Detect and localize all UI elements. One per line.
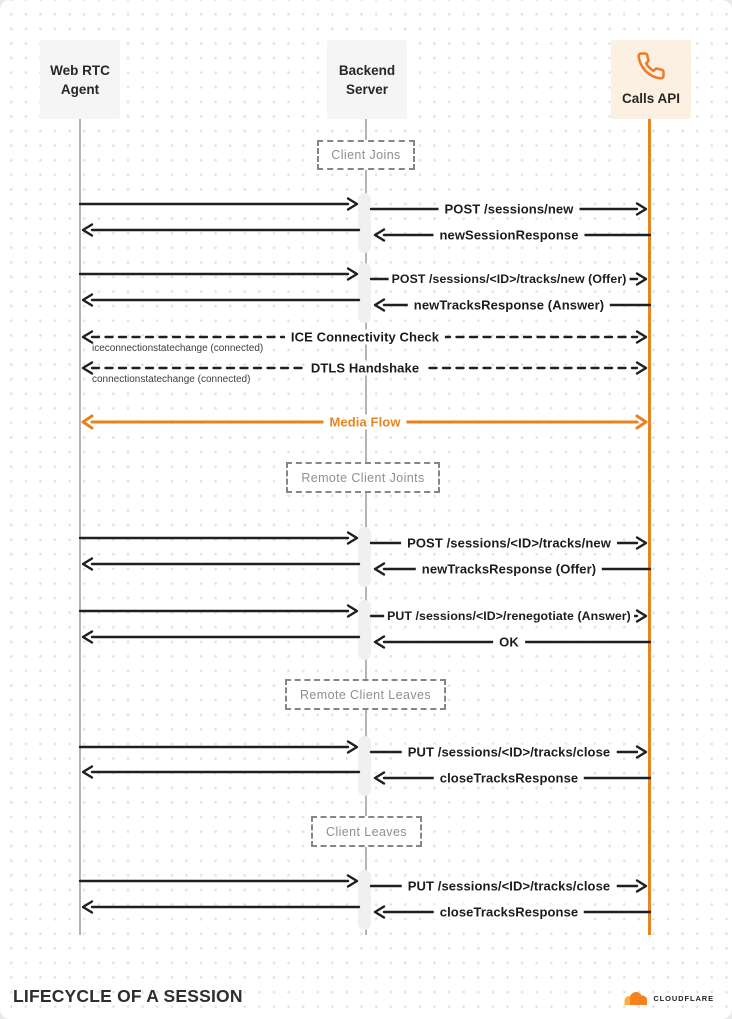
actor-label-line1: Web RTC <box>50 62 110 78</box>
arrowhead-left <box>375 907 384 918</box>
arrowhead-right <box>637 332 646 343</box>
actor-label-line2: Agent <box>60 81 100 97</box>
connection-state-note: connectionstatechange (connected) <box>92 374 251 385</box>
arrowhead-right <box>348 742 357 753</box>
ice-state-note: iceconnectionstatechange (connected) <box>92 343 264 354</box>
arrowhead-right <box>637 416 646 428</box>
arrowhead-right <box>637 204 646 215</box>
message-label-put-renegotiate-answer: PUT /sessions/<ID>/renegotiate (Answer) <box>384 609 634 623</box>
arrowhead-right <box>637 881 646 892</box>
message-label-post-sessions-new: POST /sessions/new <box>439 202 580 217</box>
phase-box-remote-client-joins <box>286 462 440 493</box>
message-label-new-tracks-response-answer: newTracksResponse (Answer) <box>408 298 610 313</box>
message-label-close-tracks-response-2: closeTracksResponse <box>434 905 584 920</box>
arrowhead-left <box>83 416 92 428</box>
arrowhead-left <box>375 230 384 241</box>
actor-calls-api <box>611 40 691 119</box>
arrowhead-right <box>637 274 646 285</box>
arrowhead-right <box>637 747 646 758</box>
arrowhead-right <box>637 611 646 622</box>
arrowhead-left <box>83 632 92 643</box>
lifeline-webrtc-agent <box>79 119 81 935</box>
phone-icon <box>636 51 666 81</box>
arrowhead-right <box>348 876 357 887</box>
activation-bar <box>358 263 371 323</box>
arrowhead-left <box>83 559 92 570</box>
arrowhead-right <box>348 269 357 280</box>
message-label-new-tracks-response-offer: newTracksResponse (Offer) <box>416 562 602 577</box>
message-label-post-tracks-new: POST /sessions/<ID>/tracks/new <box>401 536 617 551</box>
message-label-post-tracks-new-offer: POST /sessions/<ID>/tracks/new (Offer) <box>389 272 630 286</box>
phase-box-client-joins <box>317 140 415 170</box>
cloudflare-logo <box>622 990 714 1006</box>
arrowhead-right <box>348 606 357 617</box>
arrowhead-left <box>375 564 384 575</box>
phase-label: Client Joins <box>331 148 401 162</box>
phase-label: Client Leaves <box>326 824 407 839</box>
message-label-dtls-handshake: DTLS Handshake <box>305 361 425 376</box>
message-label-close-tracks-response: closeTracksResponse <box>434 771 584 786</box>
arrowhead-left <box>83 295 92 306</box>
message-label-new-session-response: newSessionResponse <box>433 228 584 243</box>
arrowhead-left <box>83 332 92 343</box>
message-label-ice-connectivity-check: ICE Connectivity Check <box>285 330 445 345</box>
activation-bar <box>358 527 371 587</box>
phase-box-client-leaves <box>311 816 422 847</box>
arrowhead-left <box>83 363 92 374</box>
diagram-title: LIFECYCLE OF A SESSION <box>13 986 243 1006</box>
actor-webrtc-agent <box>40 40 120 119</box>
actor-label-line2: Server <box>345 81 389 97</box>
actor-label-line1: Backend <box>338 62 396 78</box>
arrowhead-right <box>348 199 357 210</box>
arrowhead-right <box>637 538 646 549</box>
activation-bar <box>358 193 371 253</box>
arrowhead-left <box>83 767 92 778</box>
activation-bar <box>358 736 371 796</box>
activation-bar <box>358 600 371 660</box>
arrowhead-left <box>375 637 384 648</box>
arrowhead-right <box>637 363 646 374</box>
actor-backend-server <box>327 40 407 119</box>
message-label-media-flow: Media Flow <box>323 415 406 430</box>
actor-label: Calls API <box>621 91 681 106</box>
arrowhead-left <box>375 773 384 784</box>
arrowhead-left <box>375 300 384 311</box>
phase-label: Remote Client Leaves <box>300 687 431 702</box>
arrowhead-left <box>83 902 92 913</box>
message-label-ok: OK <box>493 635 525 650</box>
activation-bar <box>358 870 371 930</box>
arrowhead-left <box>83 225 92 236</box>
phase-box-remote-client-leaves <box>285 679 446 710</box>
phase-label: Remote Client Joints <box>301 470 425 485</box>
arrowhead-right <box>348 533 357 544</box>
cloudflare-wordmark: CLOUDFLARE <box>653 993 714 1003</box>
cloudflare-cloud-icon <box>622 990 649 1006</box>
lifeline-calls-api <box>648 119 651 935</box>
message-label-put-tracks-close-2: PUT /sessions/<ID>/tracks/close <box>402 879 617 894</box>
message-label-put-tracks-close: PUT /sessions/<ID>/tracks/close <box>402 745 617 760</box>
